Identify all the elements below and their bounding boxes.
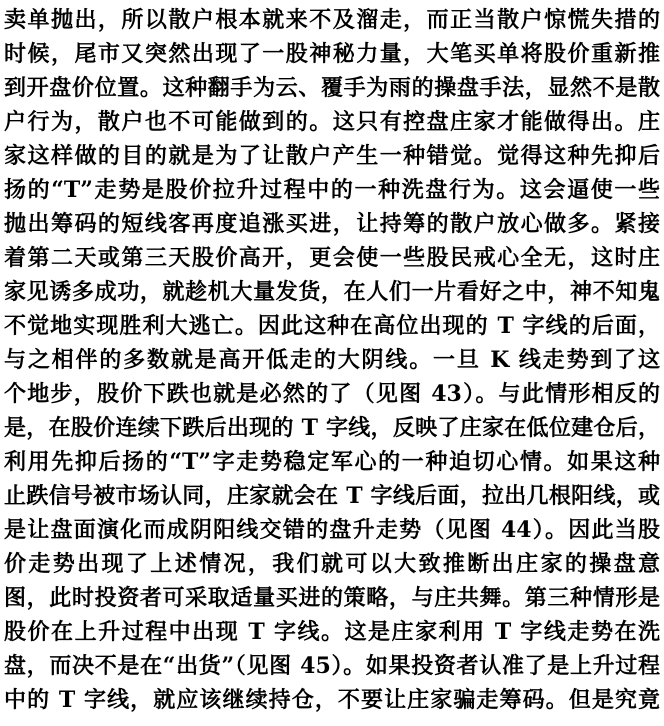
text-line: 着第二天或第三天股价高开，更会使一些股民戒心全无，这时庄 — [4, 245, 660, 271]
text-line: 不觉地实现胜利大逃亡。因此这种在高位出现的 T 字线的后面， — [4, 313, 660, 339]
text-line: 个地步，股价下跌也就是必然的了（见图 43）。与此情形相反的 — [4, 381, 660, 407]
text-line: 户行为，散户也不可能做到的。这只有控盘庄家才能做得出。庄 — [4, 109, 660, 135]
text-line: 图，此时投资者可采取适量买进的策略，与庄共舞。第三种情形是 — [4, 585, 660, 611]
text-line: 中的 T 字线，就应该继续持仓，不要让庄家骗走筹码。但是究竟 — [4, 687, 660, 713]
text-line: 利用先抑后扬的“T”字走势稳定军心的一种迫切心情。如果这种 — [4, 449, 660, 475]
text-line: 卖单抛出，所以散户根本就来不及溜走，而正当散户惊慌失措的 — [4, 7, 660, 33]
text-line: 扬的“T”走势是股价拉升过程中的一种洗盘行为。这会逼使一些 — [4, 177, 660, 203]
text-line: 家这样做的目的就是为了让散户产生一种错觉。觉得这种先抑后 — [4, 143, 660, 169]
text-line: 抛出筹码的短线客再度追涨买进，让持筹的散户放心做多。紧接 — [4, 211, 660, 237]
body-text — [4, 3, 660, 717]
text-line: 止跌信号被市场认同，庄家就会在 T 字线后面，拉出几根阳线，或 — [4, 483, 660, 509]
text-line: 是，在股价连续下跌后出现的 T 字线，反映了庄家在低位建仓后， — [4, 415, 660, 441]
text-line: 股价在上升过程中出现 T 字线。这是庄家利用 T 字线走势在洗 — [4, 619, 660, 645]
text-line: 价走势出现了上述情况，我们就可以大致推断出庄家的操盘意 — [4, 551, 660, 577]
text-line: 时候，尾市又突然出现了一股神秘力量，大笔买单将股价重新推 — [4, 41, 660, 67]
text-line: 与之相伴的多数就是高开低走的大阴线。一旦 K 线走势到了这 — [4, 347, 660, 373]
text-line: 是让盘面演化而成阴阳线交错的盘升走势（见图 44）。因此当股 — [4, 517, 660, 543]
text-line: 盘，而决不是在“出货”（见图 45）。如果投资者认准了是上升过程 — [4, 653, 660, 679]
text-line: 家见诱多成功，就趁机大量发货，在人们一片看好之中，神不知鬼 — [4, 279, 660, 305]
text-line: 到开盘价位置。这种翻手为云、覆手为雨的操盘手法，显然不是散 — [4, 75, 660, 101]
